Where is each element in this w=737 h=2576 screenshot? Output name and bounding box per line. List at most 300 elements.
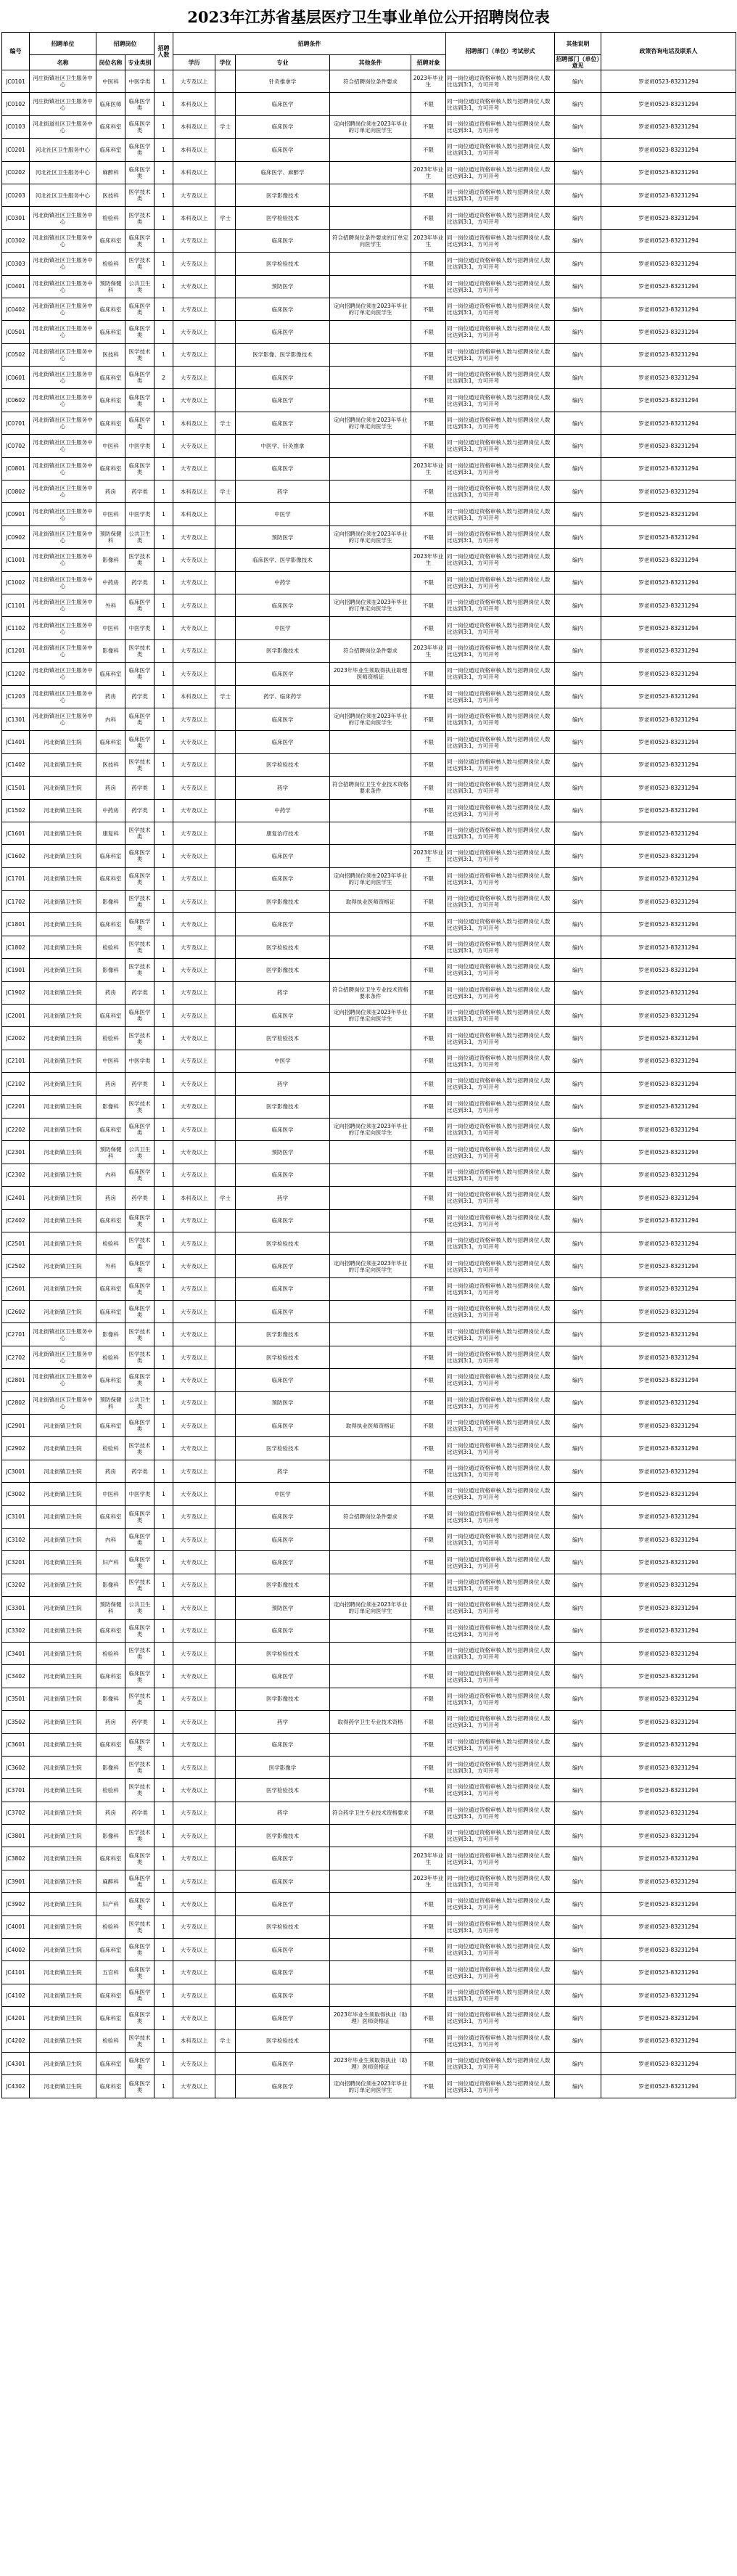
cell-other-note: 编内 [555, 229, 601, 252]
cell-other [330, 1164, 411, 1186]
cell-exam: 同一岗位通过资格审核人数与招聘岗位人数比达到3:1，方可开考 [446, 1141, 555, 1164]
cell-target: 不限 [411, 435, 446, 457]
cell-target: 不限 [411, 1915, 446, 1938]
cell-target: 不限 [411, 959, 446, 981]
cell-pos-name: 临床科室 [96, 1005, 125, 1027]
cell-other-note: 编内 [555, 594, 601, 616]
cell-pos-name: 临床科室 [96, 2052, 125, 2074]
cell-degree [215, 1756, 236, 1778]
cell-target: 不限 [411, 526, 446, 548]
table-row [2, 1870, 736, 1892]
cell-other: 定向招聘岗位须在2023年毕业的订单定向医学生 [330, 1005, 411, 1027]
table-row [2, 321, 736, 343]
cell-major: 临床医学 [236, 708, 330, 730]
cell-other [330, 1460, 411, 1482]
cell-edu: 本科及以上 [173, 2029, 215, 2052]
cell-contact: 罗老师0523-83231294 [601, 412, 736, 434]
table-row [2, 526, 736, 548]
cell-target: 不限 [411, 1460, 446, 1482]
table-row [2, 1733, 736, 1756]
cell-other [330, 343, 411, 366]
cell-degree [215, 2052, 236, 2074]
cell-contact: 罗老师0523-83231294 [601, 253, 736, 275]
cell-contact: 罗老师0523-83231294 [601, 1893, 736, 1915]
cell-edu: 大专及以上 [173, 70, 215, 93]
cell-contact: 罗老师0523-83231294 [601, 1232, 736, 1254]
cell-pos-name: 医技科 [96, 753, 125, 776]
cell-unit-name: 河北街镇社区卫生服务中心 [30, 298, 96, 320]
cell-contact: 罗老师0523-83231294 [601, 1415, 736, 1437]
cell-other [330, 1733, 411, 1756]
cell-major: 针灸推拿学 [236, 70, 330, 93]
cell-other-note: 编内 [555, 115, 601, 138]
cell-pos-name: 临床科室 [96, 139, 125, 161]
cell-degree [215, 549, 236, 571]
cell-exam: 同一岗位通过资格审核人数与招聘岗位人数比达到3:1，方可开考 [446, 1164, 555, 1186]
cell-unit-name: 河北街镇卫生院 [30, 1050, 96, 1072]
cell-exam: 同一岗位通过资格审核人数与招聘岗位人数比达到3:1，方可开考 [446, 571, 555, 594]
cell-count: 1 [155, 959, 173, 981]
cell-count: 1 [155, 457, 173, 480]
cell-other-note: 编内 [555, 1733, 601, 1756]
cell-unit-name: 河北街镇社区卫生服务中心 [30, 1369, 96, 1391]
cell-target: 不限 [411, 1961, 446, 1984]
cell-other-note: 编内 [555, 959, 601, 981]
cell-target: 不限 [411, 1574, 446, 1596]
cell-no: JC3601 [2, 1733, 30, 1756]
cell-major: 临床医学 [236, 1847, 330, 1870]
cell-edu: 大专及以上 [173, 1551, 215, 1574]
cell-unit-name: 河北街镇卫生院 [30, 1984, 96, 2006]
cell-edu: 大专及以上 [173, 526, 215, 548]
cell-degree [215, 2007, 236, 2029]
cell-contact: 罗老师0523-83231294 [601, 799, 736, 822]
cell-other [330, 1756, 411, 1778]
cell-pos-cat: 临床医学类 [125, 1733, 155, 1756]
cell-edu: 本科及以上 [173, 207, 215, 229]
cell-edu: 大专及以上 [173, 1095, 215, 1118]
cell-other-note: 编内 [555, 777, 601, 799]
cell-unit-name: 河北街镇卫生院 [30, 2007, 96, 2029]
cell-exam: 同一岗位通过资格审核人数与招聘岗位人数比达到3:1，方可开考 [446, 2029, 555, 2052]
cell-target: 不限 [411, 1756, 446, 1778]
cell-count: 1 [155, 1665, 173, 1688]
cell-unit-name: 河北街镇卫生院 [30, 936, 96, 958]
cell-edu: 大专及以上 [173, 1005, 215, 1027]
cell-exam: 同一岗位通过资格审核人数与招聘岗位人数比达到3:1，方可开考 [446, 1711, 555, 1733]
table-row [2, 229, 736, 252]
cell-pos-name: 中医科 [96, 1483, 125, 1505]
cell-contact: 罗老师0523-83231294 [601, 1529, 736, 1551]
cell-no: JC3301 [2, 1597, 30, 1619]
cell-target: 不限 [411, 1369, 446, 1391]
cell-no: JC0601 [2, 367, 30, 389]
cell-exam: 同一岗位通过资格审核人数与招聘岗位人数比达到3:1，方可开考 [446, 1847, 555, 1870]
cell-count: 1 [155, 435, 173, 457]
cell-pos-name: 麻醉科 [96, 1870, 125, 1892]
cell-exam: 同一岗位通过资格审核人数与招聘岗位人数比达到3:1，方可开考 [446, 639, 555, 662]
cell-exam: 同一岗位通过资格审核人数与招聘岗位人数比达到3:1，方可开考 [446, 1505, 555, 1528]
cell-no: JC1701 [2, 867, 30, 890]
cell-major: 医学影像学 [236, 1756, 330, 1778]
cell-pos-name: 外科 [96, 594, 125, 616]
cell-unit-name: 河北街镇卫生院 [30, 1505, 96, 1528]
cell-edu: 大专及以上 [173, 1802, 215, 1824]
cell-unit-name: 河北街镇卫生院 [30, 1255, 96, 1277]
page-title: 2023年江苏省基层医疗卫生事业单位公开招聘岗位表 [187, 8, 550, 26]
cell-unit-name: 河北街镇卫生院 [30, 1733, 96, 1756]
cell-no: JC1001 [2, 549, 30, 571]
cell-unit-name: 河北社区卫生服务中心 [30, 161, 96, 184]
cell-major: 医学影像技术 [236, 639, 330, 662]
cell-pos-cat: 医学技术类 [125, 1346, 155, 1368]
cell-contact: 罗老师0523-83231294 [601, 1505, 736, 1528]
cell-target: 不限 [411, 799, 446, 822]
cell-no: JC0102 [2, 93, 30, 115]
cell-count: 1 [155, 412, 173, 434]
cell-pos-name: 药房 [96, 981, 125, 1004]
cell-pos-cat: 医学技术类 [125, 1574, 155, 1596]
cell-other-note: 编内 [555, 298, 601, 320]
cell-contact: 罗老师0523-83231294 [601, 367, 736, 389]
cell-degree [215, 253, 236, 275]
cell-count: 1 [155, 1095, 173, 1118]
cell-count: 1 [155, 1005, 173, 1027]
cell-count: 1 [155, 1301, 173, 1323]
cell-target: 不限 [411, 1187, 446, 1209]
cell-exam: 同一岗位通过资格审核人数与招聘岗位人数比达到3:1，方可开考 [446, 2052, 555, 2074]
cell-contact: 罗老师0523-83231294 [601, 115, 736, 138]
cell-no: JC2402 [2, 1209, 30, 1232]
cell-edu: 大专及以上 [173, 343, 215, 366]
cell-count: 1 [155, 70, 173, 93]
cell-other: 2023年毕业生须取得执业（助理）医师资格证 [330, 2052, 411, 2074]
table-row [2, 253, 736, 275]
table-row [2, 457, 736, 480]
cell-unit-name: 河北街镇卫生院 [30, 1619, 96, 1642]
cell-degree [215, 139, 236, 161]
cell-no: JC3701 [2, 1779, 30, 1802]
cell-degree [215, 777, 236, 799]
cell-other [330, 936, 411, 958]
cell-degree [215, 731, 236, 753]
cell-other-note: 编内 [555, 70, 601, 93]
cell-degree [215, 1642, 236, 1664]
cell-target: 不限 [411, 1619, 446, 1642]
cell-pos-name: 药房 [96, 1711, 125, 1733]
table-row [2, 1095, 736, 1118]
cell-no: JC1902 [2, 981, 30, 1004]
cell-contact: 罗老师0523-83231294 [601, 708, 736, 730]
cell-pos-name: 预防保健科 [96, 275, 125, 298]
cell-degree [215, 1301, 236, 1323]
cell-unit-name: 河北社区卫生服务中心 [30, 139, 96, 161]
cell-major: 临床医学、医学影像技术 [236, 549, 330, 571]
cell-contact: 罗老师0523-83231294 [601, 481, 736, 503]
cell-other-note: 编内 [555, 1711, 601, 1733]
cell-pos-cat: 中医学类 [125, 1483, 155, 1505]
cell-no: JC4102 [2, 1984, 30, 2006]
cell-no: JC0103 [2, 115, 30, 138]
cell-degree [215, 1529, 236, 1551]
cell-exam: 同一岗位通过资格审核人数与招聘岗位人数比达到3:1，方可开考 [446, 457, 555, 480]
cell-other [330, 1369, 411, 1391]
cell-other: 符合招聘岗位条件要求 [330, 1505, 411, 1528]
cell-other-note: 编内 [555, 753, 601, 776]
cell-pos-name: 临床科室 [96, 913, 125, 936]
cell-edu: 本科及以上 [173, 503, 215, 526]
cell-no: JC3801 [2, 1825, 30, 1847]
cell-other [330, 481, 411, 503]
cell-other: 定向招聘岗位须在2023年毕业的订单定向医学生 [330, 412, 411, 434]
cell-edu: 大专及以上 [173, 367, 215, 389]
cell-edu: 大专及以上 [173, 1779, 215, 1802]
table-row [2, 1255, 736, 1277]
cell-pos-cat: 临床医学类 [125, 731, 155, 753]
cell-contact: 罗老师0523-83231294 [601, 1597, 736, 1619]
cell-count: 1 [155, 1529, 173, 1551]
cell-major: 预防医学 [236, 526, 330, 548]
cell-pos-cat: 中医学类 [125, 617, 155, 639]
cell-unit-name: 河北街镇卫生院 [30, 1232, 96, 1254]
cell-other: 定向招聘岗位须在2023年毕业的订单定向医学生 [330, 867, 411, 890]
table-row [2, 708, 736, 730]
cell-count: 2 [155, 367, 173, 389]
table-row [2, 2007, 736, 2029]
cell-target: 不限 [411, 1688, 446, 1710]
table-row [2, 2029, 736, 2052]
cell-other [330, 93, 411, 115]
col-edu: 学历 [173, 55, 215, 70]
cell-major: 临床医学 [236, 1005, 330, 1027]
cell-other: 符合招聘岗位条件要求的订单定向医学生 [330, 229, 411, 252]
cell-edu: 大专及以上 [173, 799, 215, 822]
cell-other-note: 编内 [555, 867, 601, 890]
cell-count: 1 [155, 1961, 173, 1984]
cell-degree [215, 1232, 236, 1254]
cell-edu: 大专及以上 [173, 1597, 215, 1619]
cell-count: 1 [155, 1779, 173, 1802]
table-row [2, 1529, 736, 1551]
cell-pos-name: 临床科室 [96, 298, 125, 320]
cell-other-note: 编内 [555, 936, 601, 958]
cell-edu: 大专及以上 [173, 1141, 215, 1164]
cell-count: 1 [155, 1984, 173, 2006]
cell-pos-cat: 药学类 [125, 1187, 155, 1209]
cell-target: 不限 [411, 1984, 446, 2006]
cell-degree [215, 1825, 236, 1847]
cell-degree [215, 526, 236, 548]
table-row [2, 207, 736, 229]
cell-contact: 罗老师0523-83231294 [601, 617, 736, 639]
cell-degree [215, 617, 236, 639]
cell-pos-cat: 临床医学类 [125, 2052, 155, 2074]
cell-other [330, 1574, 411, 1596]
cell-exam: 同一岗位通过资格审核人数与招聘岗位人数比达到3:1，方可开考 [446, 1369, 555, 1391]
cell-exam: 同一岗位通过资格审核人数与招聘岗位人数比达到3:1，方可开考 [446, 1460, 555, 1482]
table-row [2, 549, 736, 571]
cell-count: 1 [155, 1437, 173, 1460]
table-row [2, 70, 736, 93]
cell-degree: 学士 [215, 685, 236, 708]
cell-unit-name: 河北街镇卫生院 [30, 822, 96, 844]
cell-degree [215, 981, 236, 1004]
cell-contact: 罗老师0523-83231294 [601, 1870, 736, 1892]
cell-other-note: 编内 [555, 1141, 601, 1164]
cell-other: 符合招聘岗位卫生专业技术资格要求条件 [330, 981, 411, 1004]
cell-count: 1 [155, 1346, 173, 1368]
cell-count: 1 [155, 1505, 173, 1528]
cell-degree [215, 1551, 236, 1574]
cell-contact: 罗老师0523-83231294 [601, 526, 736, 548]
cell-count: 1 [155, 389, 173, 412]
cell-degree [215, 913, 236, 936]
cell-unit-name: 河北街镇卫生院 [30, 753, 96, 776]
cell-degree [215, 822, 236, 844]
cell-unit-name: 河北街镇社区卫生服务中心 [30, 639, 96, 662]
cell-other: 符合招聘岗位条件要求 [330, 639, 411, 662]
cell-contact: 罗老师0523-83231294 [601, 1961, 736, 1984]
cell-target: 不限 [411, 1597, 446, 1619]
cell-edu: 大专及以上 [173, 1711, 215, 1733]
cell-other-note: 编内 [555, 1050, 601, 1072]
cell-other [330, 731, 411, 753]
cell-pos-cat: 临床医学类 [125, 321, 155, 343]
cell-exam: 同一岗位通过资格审核人数与招聘岗位人数比达到3:1，方可开考 [446, 777, 555, 799]
cell-count: 1 [155, 1574, 173, 1596]
cell-major: 医学检验技术 [236, 1642, 330, 1664]
cell-contact: 罗老师0523-83231294 [601, 1095, 736, 1118]
cell-other [330, 617, 411, 639]
cell-no: JC0901 [2, 503, 30, 526]
cell-contact: 罗老师0523-83231294 [601, 1050, 736, 1072]
cell-other [330, 503, 411, 526]
cell-edu: 大专及以上 [173, 1460, 215, 1482]
cell-count: 1 [155, 891, 173, 913]
cell-unit-name: 河北街镇卫生院 [30, 1802, 96, 1824]
cell-degree [215, 1574, 236, 1596]
cell-contact: 罗老师0523-83231294 [601, 913, 736, 936]
cell-edu: 大专及以上 [173, 1323, 215, 1346]
cell-edu: 大专及以上 [173, 1391, 215, 1414]
cell-target: 不限 [411, 913, 446, 936]
cell-count: 1 [155, 1756, 173, 1778]
cell-count: 1 [155, 1164, 173, 1186]
cell-exam: 同一岗位通过资格审核人数与招聘岗位人数比达到3:1，方可开考 [446, 1437, 555, 1460]
cell-degree [215, 457, 236, 480]
cell-other [330, 1825, 411, 1847]
cell-target: 不限 [411, 1323, 446, 1346]
cell-pos-cat: 医学技术类 [125, 753, 155, 776]
cell-pos-name: 临床科室 [96, 367, 125, 389]
cell-pos-cat: 临床医学类 [125, 1961, 155, 1984]
cell-exam: 同一岗位通过资格审核人数与招聘岗位人数比达到3:1，方可开考 [446, 389, 555, 412]
cell-contact: 罗老师0523-83231294 [601, 1460, 736, 1482]
cell-other: 定向招聘岗位须在2023年毕业的订单定向医学生 [330, 2075, 411, 2098]
cell-pos-name: 中医科 [96, 70, 125, 93]
cell-count: 1 [155, 1277, 173, 1300]
cell-exam: 同一岗位通过资格审核人数与招聘岗位人数比达到3:1，方可开考 [446, 1802, 555, 1824]
cell-no: JC2102 [2, 1073, 30, 1095]
cell-count: 1 [155, 1187, 173, 1209]
cell-pos-cat: 医学技术类 [125, 184, 155, 206]
cell-unit-name: 河北街镇卫生院 [30, 1118, 96, 1140]
cell-other [330, 321, 411, 343]
cell-major: 药学 [236, 1460, 330, 1482]
cell-pos-cat: 药学类 [125, 1802, 155, 1824]
cell-pos-name: 检验科 [96, 253, 125, 275]
cell-unit-name: 河北街镇社区卫生服务中心 [30, 1323, 96, 1346]
cell-target: 不限 [411, 253, 446, 275]
table-row [2, 1187, 736, 1209]
cell-degree [215, 1391, 236, 1414]
cell-pos-cat: 医学技术类 [125, 253, 155, 275]
cell-count: 1 [155, 777, 173, 799]
cell-no: JC2201 [2, 1095, 30, 1118]
cell-target: 不限 [411, 731, 446, 753]
cell-pos-cat: 药学类 [125, 1460, 155, 1482]
cell-target: 不限 [411, 1073, 446, 1095]
cell-other-note: 编内 [555, 1688, 601, 1710]
cell-other-note: 编内 [555, 1118, 601, 1140]
cell-contact: 罗老师0523-83231294 [601, 1642, 736, 1664]
cell-contact: 罗老师0523-83231294 [601, 1141, 736, 1164]
cell-major: 临床医学 [236, 2052, 330, 2074]
cell-edu: 大专及以上 [173, 708, 215, 730]
cell-degree [215, 663, 236, 685]
cell-pos-cat: 临床医学类 [125, 1529, 155, 1551]
cell-pos-name: 妇产科 [96, 1893, 125, 1915]
cell-other [330, 139, 411, 161]
cell-contact: 罗老师0523-83231294 [601, 1756, 736, 1778]
cell-other-note: 编内 [555, 1346, 601, 1368]
cell-edu: 大专及以上 [173, 435, 215, 457]
cell-exam: 同一岗位通过资格审核人数与招聘岗位人数比达到3:1，方可开考 [446, 275, 555, 298]
table-row [2, 343, 736, 366]
cell-pos-cat: 临床医学类 [125, 708, 155, 730]
cell-other [330, 2029, 411, 2052]
cell-no: JC2902 [2, 1437, 30, 1460]
cell-other [330, 1301, 411, 1323]
cell-pos-name: 预防保健科 [96, 1597, 125, 1619]
cell-unit-name: 河北街镇卫生院 [30, 891, 96, 913]
cell-pos-name: 药房 [96, 1073, 125, 1095]
cell-unit-name: 河北街镇卫生院 [30, 1209, 96, 1232]
cell-exam: 同一岗位通过资格审核人数与招聘岗位人数比达到3:1，方可开考 [446, 731, 555, 753]
cell-contact: 罗老师0523-83231294 [601, 981, 736, 1004]
cell-count: 1 [155, 1870, 173, 1892]
cell-unit-name: 河北街镇社区卫生服务中心 [30, 321, 96, 343]
cell-pos-name: 预防保健科 [96, 1391, 125, 1414]
cell-other-note: 编内 [555, 1232, 601, 1254]
cell-no: JC0101 [2, 70, 30, 93]
cell-no: JC3002 [2, 1483, 30, 1505]
cell-target: 不限 [411, 1825, 446, 1847]
cell-count: 1 [155, 731, 173, 753]
cell-unit-name: 河北街镇卫生院 [30, 1893, 96, 1915]
cell-edu: 大专及以上 [173, 1027, 215, 1050]
cell-pos-cat: 中医学类 [125, 1050, 155, 1072]
cell-target: 不限 [411, 2029, 446, 2052]
cell-other-note: 编内 [555, 1779, 601, 1802]
cell-degree [215, 594, 236, 616]
cell-other-note: 编内 [555, 1756, 601, 1778]
cell-edu: 大专及以上 [173, 617, 215, 639]
cell-count: 1 [155, 1027, 173, 1050]
table-row [2, 1984, 736, 2006]
cell-degree [215, 799, 236, 822]
cell-exam: 同一岗位通过资格审核人数与招聘岗位人数比达到3:1，方可开考 [446, 708, 555, 730]
